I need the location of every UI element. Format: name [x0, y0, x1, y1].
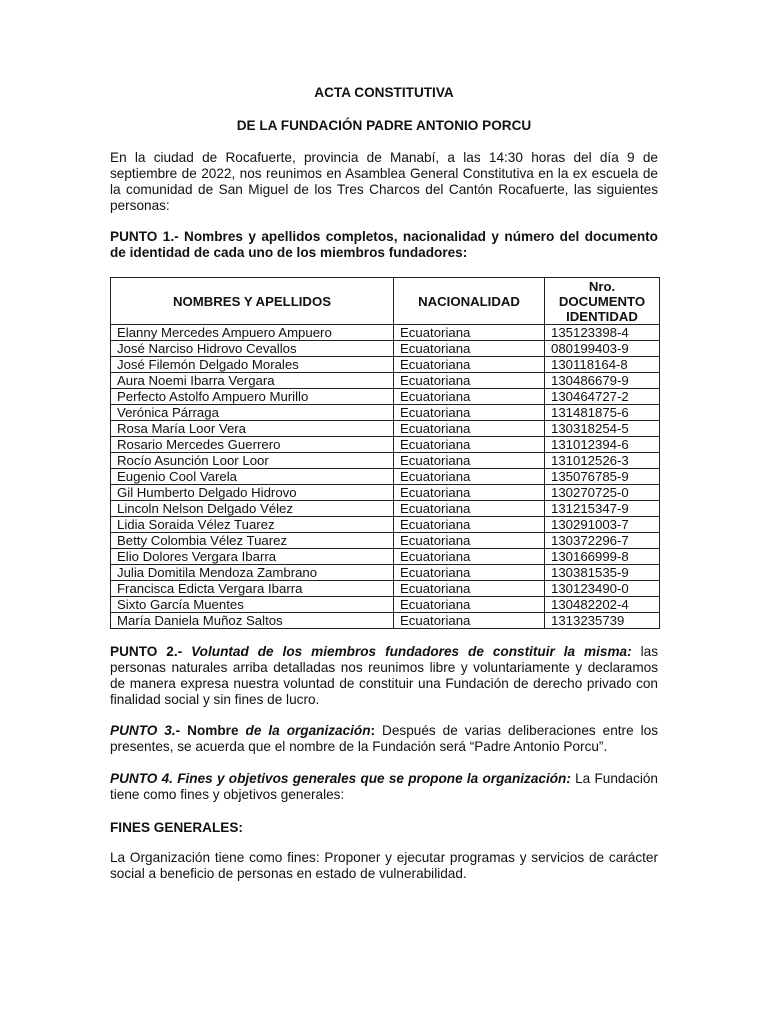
table-row: [111, 565, 660, 581]
table-row: [111, 517, 660, 533]
table-row: [111, 405, 660, 421]
member-nationality-cell: Ecuatoriana: [394, 373, 545, 389]
member-nationality-cell: Ecuatoriana: [394, 597, 545, 613]
fines-paragraph: La Organización tiene como fines: Proponer y ejecutar programas y servicios de carácter social a beneficio de personas en estado de vulnerabilidad.: [110, 850, 658, 881]
member-id-cell: 130486679-9: [545, 373, 660, 389]
member-name-cell: Verónica Párraga: [111, 405, 394, 421]
intro-paragraph: En la ciudad de Rocafuerte, provincia de Manabí, a las 14:30 horas del día 9 de septiembre de 2022, nos reunimos en Asamblea General Constitutiva en la ex escuela de la comunidad de San Miguel de los Tres Charcos del Cantón Rocafuerte, las siguientes personas:: [110, 150, 658, 213]
member-nationality-cell: Ecuatoriana: [394, 325, 545, 341]
member-id-cell: 130318254-5: [545, 421, 660, 437]
header-names: NOMBRES Y APELLIDOS: [111, 278, 394, 325]
member-id-cell: 1313235739: [545, 613, 660, 629]
member-id-cell: 130118164-8: [545, 357, 660, 373]
member-nationality-cell: Ecuatoriana: [394, 613, 545, 629]
member-id-cell: 130291003-7: [545, 517, 660, 533]
member-nationality-cell: Ecuatoriana: [394, 485, 545, 501]
document-title: ACTA CONSTITUTIVA: [314, 85, 454, 100]
table-row: [111, 373, 660, 389]
table-row: [111, 501, 660, 517]
member-name-cell: Aura Noemi Ibarra Vergara: [111, 373, 394, 389]
table-row: [111, 453, 660, 469]
member-id-cell: 131012394-6: [545, 437, 660, 453]
member-name-cell: Elio Dolores Vergara Ibarra: [111, 549, 394, 565]
member-id-cell: 080199403-9: [545, 341, 660, 357]
table-row: [111, 597, 660, 613]
member-nationality-cell: Ecuatoriana: [394, 501, 545, 517]
header-document-line2: DOCUMENTO: [558, 293, 646, 309]
header-document-line1: Nro.: [588, 278, 616, 294]
table-row: [111, 469, 660, 485]
member-name-cell: Betty Colombia Vélez Tuarez: [111, 533, 394, 549]
member-nationality-cell: Ecuatoriana: [394, 565, 545, 581]
fines-heading: FINES GENERALES:: [110, 820, 243, 835]
header-document-line3: IDENTIDAD: [566, 308, 638, 324]
table-row: [111, 325, 660, 341]
punto1-heading: PUNTO 1.- Nombres y apellidos completos, nacionalidad y número del documento de identidad de cada uno de los miembros fundadores:: [110, 229, 658, 260]
punto3-paragraph: [110, 723, 658, 755]
member-id-cell: 131012526-3: [545, 453, 660, 469]
header-nationality: NACIONALIDAD: [394, 278, 545, 325]
punto3-heading-italic: de la organización: [245, 723, 371, 738]
table-row: [111, 613, 660, 629]
member-nationality-cell: Ecuatoriana: [394, 469, 545, 485]
punto2-text: las personas naturales arriba detalladas nos reunimos libre y voluntariamente y declaramos de manera expresa nuestra voluntad de constituir una Fundación de derecho privado con finalidad social y sin fines de lucro.: [110, 644, 658, 707]
member-name-cell: Rosario Mercedes Guerrero: [111, 437, 394, 453]
member-id-cell: 131215347-9: [545, 501, 660, 517]
member-name-cell: Gil Humberto Delgado Hidrovo: [111, 485, 394, 501]
members-table: [110, 277, 660, 629]
member-id-cell: 130270725-0: [545, 485, 660, 501]
table-row: [111, 485, 660, 501]
member-id-cell: 130372296-7: [545, 533, 660, 549]
table-row: [111, 357, 660, 373]
table-row: [111, 581, 660, 597]
member-nationality-cell: Ecuatoriana: [394, 533, 545, 549]
member-nationality-cell: Ecuatoriana: [394, 357, 545, 373]
member-nationality-cell: Ecuatoriana: [394, 421, 545, 437]
member-nationality-cell: Ecuatoriana: [394, 517, 545, 533]
member-name-cell: José Filemón Delgado Morales: [111, 357, 394, 373]
member-name-cell: Elanny Mercedes Ampuero Ampuero: [111, 325, 394, 341]
member-name-cell: Lincoln Nelson Delgado Vélez: [111, 501, 394, 517]
member-name-cell: María Daniela Muñoz Saltos: [111, 613, 394, 629]
punto3-text: Después de varias deliberaciones entre los presentes, se acuerda que el nombre de la Fundación será “Padre Antonio Porcu”.: [110, 723, 658, 754]
table-row: [111, 533, 660, 549]
member-nationality-cell: Ecuatoriana: [394, 453, 545, 469]
member-name-cell: Perfecto Astolfo Ampuero Murillo: [111, 389, 394, 405]
table-row: [111, 549, 660, 565]
member-nationality-cell: Ecuatoriana: [394, 389, 545, 405]
member-name-cell: Julia Domitila Mendoza Zambrano: [111, 565, 394, 581]
member-id-cell: 130464727-2: [545, 389, 660, 405]
punto4-text: La Fundación tiene como fines y objetivos generales:: [110, 771, 670, 802]
member-name-cell: Eugenio Cool Varela: [111, 469, 394, 485]
member-name-cell: Sixto García Muentes: [111, 597, 394, 613]
member-nationality-cell: Ecuatoriana: [394, 405, 545, 421]
member-id-cell: 130123490-0: [545, 581, 660, 597]
table-row: [111, 389, 660, 405]
member-id-cell: 130381535-9: [545, 565, 660, 581]
member-nationality-cell: Ecuatoriana: [394, 581, 545, 597]
table-row: [111, 421, 660, 437]
punto3-colon: :: [370, 723, 376, 738]
member-name-cell: Rosa María Loor Vera: [111, 421, 394, 437]
member-nationality-cell: Ecuatoriana: [394, 341, 545, 357]
member-nationality-cell: Ecuatoriana: [394, 549, 545, 565]
punto2-label: PUNTO 2.-: [110, 644, 183, 659]
member-id-cell: 135076785-9: [545, 469, 660, 485]
member-id-cell: 130166999-8: [545, 549, 660, 565]
punto2-paragraph: [110, 644, 658, 708]
table-row: [111, 341, 660, 357]
member-id-cell: 130482202-4: [545, 597, 660, 613]
member-name-cell: Lidia Soraida Vélez Tuarez: [111, 517, 394, 533]
punto2-heading: Voluntad de los miembros fundadores de constituir la misma:: [191, 644, 632, 659]
member-id-cell: 131481875-6: [545, 405, 660, 421]
member-name-cell: Rocío Asunción Loor Loor: [111, 453, 394, 469]
document-subtitle: DE LA FUNDACIÓN PADRE ANTONIO PORCU: [236, 118, 532, 133]
table-row: [111, 437, 660, 453]
punto3-heading-plain: Nombre: [187, 723, 239, 738]
member-id-cell: 135123398-4: [545, 325, 660, 341]
member-name-cell: José Narciso Hidrovo Cevallos: [111, 341, 394, 357]
punto3-label: PUNTO 3.-: [110, 723, 181, 738]
member-nationality-cell: Ecuatoriana: [394, 437, 545, 453]
punto4-heading: PUNTO 4. Fines y objetivos generales que se propone la organización:: [110, 771, 571, 786]
punto4-paragraph: [110, 771, 670, 803]
members-table-body: [111, 325, 660, 629]
header-document: [545, 278, 660, 325]
member-name-cell: Francisca Edicta Vergara Ibarra: [111, 581, 394, 597]
table-header-row: [111, 278, 660, 325]
